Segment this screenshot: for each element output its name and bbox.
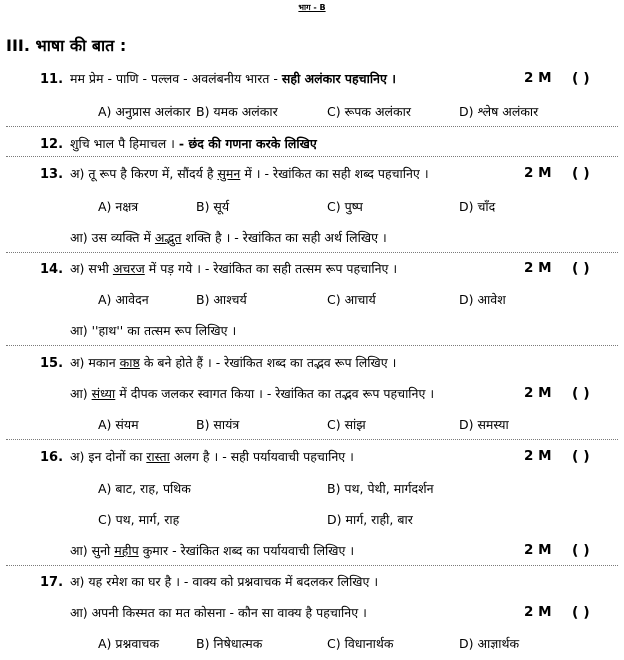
q15-number: 15. <box>40 356 64 371</box>
q14-marks: 2 M <box>524 260 552 276</box>
q13a-text: अ) तू रूप है किरण में, सौंदर्य है सुमन में । - रेखांकित का सही शब्द पहचानिए । <box>70 166 429 181</box>
q11-option-b[interactable]: B) यमक अलंकार <box>196 104 278 119</box>
q17-answer-box[interactable]: ( ) <box>572 605 590 621</box>
q13-option-d[interactable]: D) चाँद <box>459 199 496 214</box>
q16-number: 16. <box>40 450 64 465</box>
q16-answer-box[interactable]: ( ) <box>572 449 590 465</box>
q13aa-text: आ) उस व्यक्ति में अद्भुत शक्ति है । - रेखांकित का सही अर्थ लिखिए । <box>70 230 387 245</box>
q15a-text: अ) मकान काष्ठ के बने होते हैं । - रेखांकित शब्द का तद्भव रूप लिखिए । <box>70 355 397 370</box>
q13-number: 13. <box>40 167 64 182</box>
q12-number: 12. <box>40 137 64 152</box>
q16aa-marks: 2 M <box>524 542 552 558</box>
q16-option-c[interactable]: C) पथ, मार्ग, राह <box>98 512 180 527</box>
q16-marks: 2 M <box>524 448 552 464</box>
q14a-text: अ) सभी अचरज में पड़ गये । - रेखांकित का सही तत्सम रूप पहचानिए । <box>70 261 398 276</box>
section-heading: III. भाषा की बात : <box>6 36 127 55</box>
q13-answer-box[interactable]: ( ) <box>572 166 590 182</box>
q17-option-d[interactable]: D) आज्ञार्थक <box>459 636 520 651</box>
q14-option-b[interactable]: B) आश्चर्य <box>196 292 247 307</box>
q17-option-a[interactable]: A) प्रश्नवाचक <box>98 636 160 651</box>
divider <box>6 126 618 127</box>
q16aa-text: आ) सुनो महीप कुमार - रेखांकित शब्द का पर्यायवाची लिखिए । <box>70 543 355 558</box>
q11-number: 11. <box>40 72 64 87</box>
q12-text: शुचि भाल पै हिमाचल । - छंद की गणना करके लिखिए <box>70 136 317 151</box>
q11-option-c[interactable]: C) रूपक अलंकार <box>327 104 411 119</box>
q15-marks: 2 M <box>524 385 552 401</box>
q11-answer-box[interactable]: ( ) <box>572 71 590 87</box>
q13-option-a[interactable]: A) नक्षत्र <box>98 199 139 214</box>
q15-option-a[interactable]: A) संयम <box>98 417 139 432</box>
divider <box>6 345 618 346</box>
q15-option-b[interactable]: B) सायंत्र <box>196 417 240 432</box>
q17-number: 17. <box>40 575 64 590</box>
q11-option-a[interactable]: A) अनुप्रास अलंकार <box>98 104 191 119</box>
q15-option-d[interactable]: D) समस्या <box>459 417 509 432</box>
q13-option-b[interactable]: B) सूर्य <box>196 199 230 214</box>
q13-option-c[interactable]: C) पुष्प <box>327 199 363 214</box>
q17-option-c[interactable]: C) विधानार्थक <box>327 636 394 651</box>
q14-option-d[interactable]: D) आवेश <box>459 292 506 307</box>
q16-option-a[interactable]: A) बाट, राह, पथिक <box>98 481 191 496</box>
q13-marks: 2 M <box>524 165 552 181</box>
q16-option-d[interactable]: D) मार्ग, राही, बार <box>327 512 413 527</box>
divider <box>6 252 618 253</box>
q16a-text: अ) इन दोनों का रास्ता अलग है । - सही पर्यायवाची पहचानिए । <box>70 449 354 464</box>
page-title: भाग - B <box>298 3 326 12</box>
q16aa-answer-box[interactable]: ( ) <box>572 543 590 559</box>
divider <box>6 565 618 566</box>
divider <box>6 439 618 440</box>
q15-option-c[interactable]: C) सांझ <box>327 417 366 432</box>
q15aa-text: आ) संध्या में दीपक जलकर स्वागत किया । - रेखांकित का तद्भव रूप पहचानिए । <box>70 386 435 401</box>
q14-option-c[interactable]: C) आचार्य <box>327 292 376 307</box>
divider <box>6 156 618 157</box>
q11-marks: 2 M <box>524 70 552 86</box>
q17-option-b[interactable]: B) निषेधात्मक <box>196 636 263 651</box>
q14-number: 14. <box>40 262 64 277</box>
q17aa-text: आ) अपनी किस्मत का मत कोसना - कौन सा वाक्य है पहचानिए । <box>70 605 367 620</box>
q16-option-b[interactable]: B) पथ, पेथी, मार्गदर्शन <box>327 481 434 496</box>
q11-text: मम प्रेम - पाणि - पल्लव - अवलंबनीय भारत - सही अलंकार पहचानिए । <box>70 71 396 86</box>
q15-answer-box[interactable]: ( ) <box>572 386 590 402</box>
q14-option-a[interactable]: A) आवेदन <box>98 292 149 307</box>
q14-answer-box[interactable]: ( ) <box>572 261 590 277</box>
q11-option-d[interactable]: D) श्लेष अलंकार <box>459 104 539 119</box>
q14aa-text: आ) ''हाथ'' का तत्सम रूप लिखिए । <box>70 323 237 338</box>
q17a-text: अ) यह रमेश का घर है । - वाक्य को प्रश्नवाचक में बदलकर लिखिए । <box>70 574 379 589</box>
q17-marks: 2 M <box>524 604 552 620</box>
